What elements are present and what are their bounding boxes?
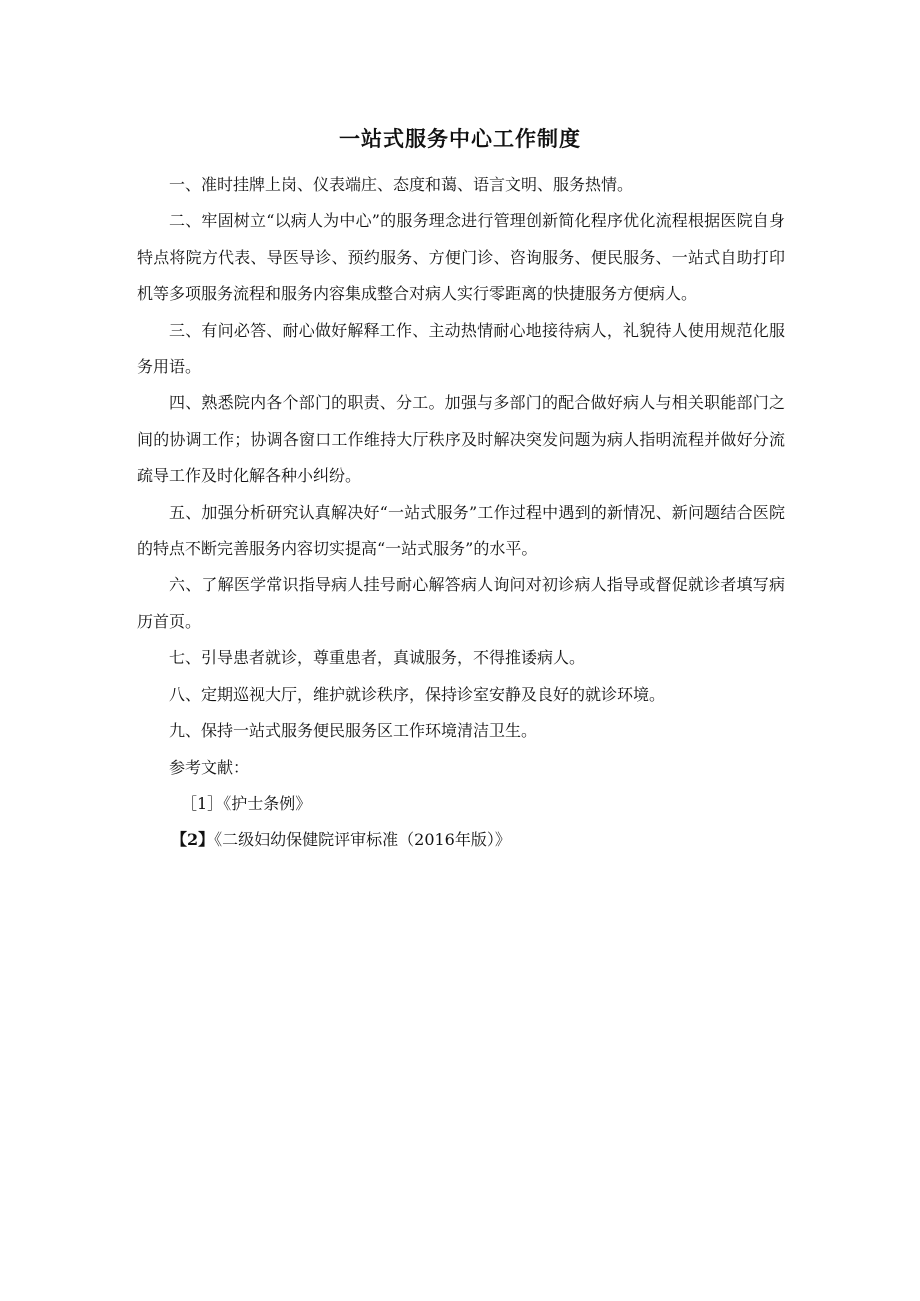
paragraph-6: 六、了解医学常识指导病人挂号耐心解答病人询问对初诊病人指导或督促就诊者填写病历首页。 (137, 575, 785, 631)
reference-1-marker: ［1］ (181, 793, 224, 813)
reference-1 (137, 786, 785, 822)
reference-2 (137, 822, 785, 858)
paragraph-2: 二、牢固树立“以病人为中心”的服务理念进行管理创新简化程序优化流程根据医院自身特点将院方代表、导医导诊、预约服务、方便门诊、咨询服务、便民服务、一站式自助打印机等多项服务流程和服务内容集成整合对病人实行零距离的快捷服务方便病人。 (137, 211, 785, 304)
reference-2-marker: 【2】 (171, 830, 215, 850)
paragraph-5: 五、加强分析研究认真解决好“一站式服务”工作过程中遇到的新情况、新问题结合医院的特点不断完善服务内容切实提高“一站式服务”的水平。 (137, 502, 785, 559)
paragraph-8: 八、定期巡视大厅，维护就诊秩序，保持诊室安静及良好的就诊环境。 (169, 684, 666, 704)
paragraph-9: 九、保持一站式服务便民服务区工作环境清洁卫生。 (169, 721, 538, 741)
paragraph-1: 一、准时挂牌上岗、仪表端庄、态度和蔼、语言文明、服务热情。 (169, 175, 634, 194)
document-title: 一站式服务中心工作制度 (339, 127, 581, 151)
paragraph-4: 四、熟悉院内各个部门的职责、分工。加强与多部门的配合做好病人与相关职能部门之间的协调工作；协调各窗口工作维持大厅秩序及时解决突发问题为病人指明流程并做好分流疏导工作及时化解各种小纠纷。 (137, 393, 785, 486)
reference-2-text: 《二级妇幼保健院评审标准（2016年版）》 (214, 830, 511, 850)
reference-1-text: 《护士条例》 (223, 793, 312, 813)
document-body (137, 167, 785, 859)
references-heading: 参考文献： (169, 757, 250, 777)
paragraph-3: 三、有问必答、耐心做好解释工作、主动热情耐心地接待病人，礼貌待人使用规范化服务用语。 (137, 320, 785, 377)
paragraph-7: 七、引导患者就诊，尊重患者，真诚服务，不得推诿病人。 (169, 648, 586, 668)
